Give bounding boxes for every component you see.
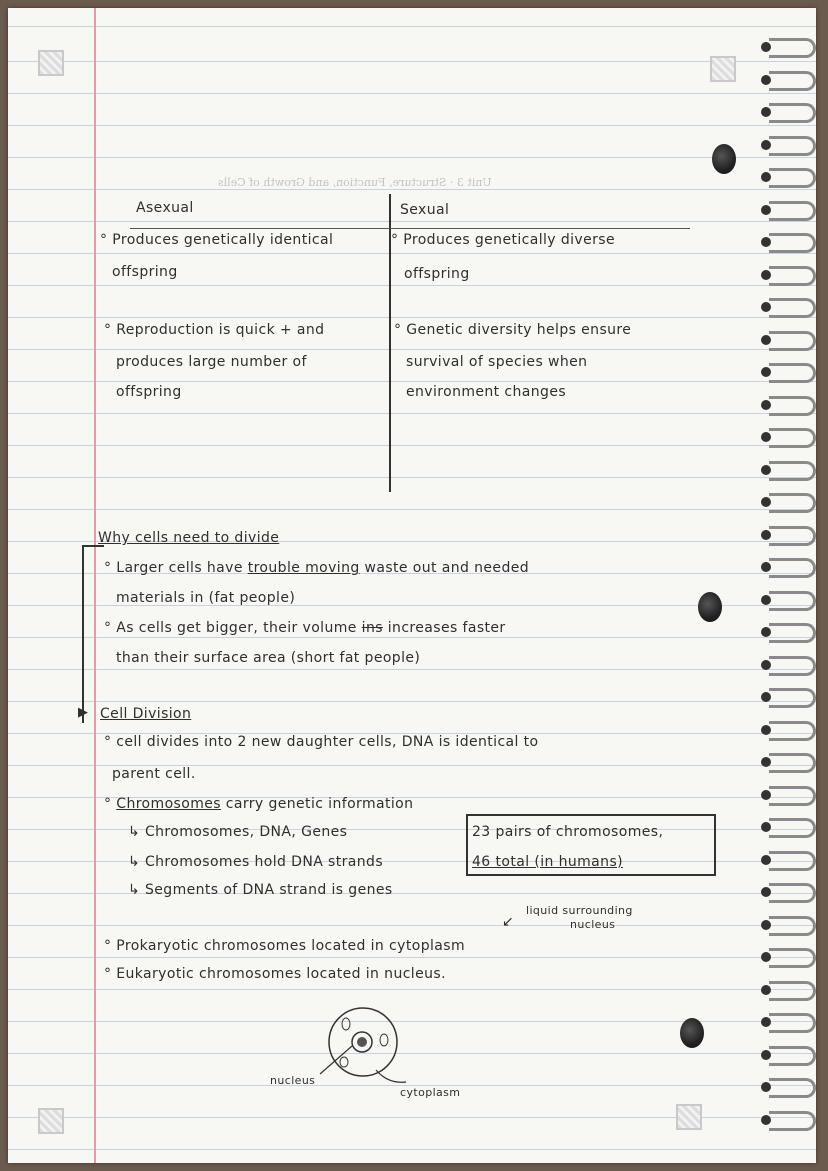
- why-p2-b: increases faster: [382, 620, 506, 636]
- spiral-coil: [769, 363, 816, 383]
- spiral-coil: [769, 623, 816, 643]
- asexual-point-1-line-2: offspring: [112, 264, 178, 280]
- arrow-head-icon: ▶: [78, 705, 89, 720]
- prokaryotic-line: ° Prokaryotic chromosomes located in cytoplasm: [104, 938, 465, 954]
- chromosome-arrow-1: ↳ Chromosomes, DNA, Genes: [128, 824, 348, 840]
- spiral-coil: [769, 1013, 816, 1033]
- asexual-point-1-line-1: ° Produces genetically identical: [100, 232, 334, 248]
- spiral-coil: [769, 493, 816, 513]
- why-point-1-line-2: materials in (fat people): [116, 590, 296, 606]
- spiral-coil: [769, 688, 816, 708]
- chromosomes-word: Chromosomes: [116, 796, 221, 812]
- organelle-1: [342, 1018, 350, 1030]
- why-point-2-line-2: than their surface area (short fat people): [116, 650, 421, 666]
- qr-mark-bottom-left: [38, 1108, 64, 1134]
- spiral-coil: [769, 786, 816, 806]
- spiral-coil: [769, 916, 816, 936]
- sexual-point-1-line-1: ° Produces genetically diverse: [391, 232, 615, 248]
- spiral-coil: [769, 201, 816, 221]
- spiral-coil: [769, 168, 816, 188]
- nucleus-label: nucleus: [270, 1074, 316, 1087]
- organelle-3: [340, 1057, 348, 1067]
- spiral-coil: [769, 526, 816, 546]
- spiral-coil: [769, 71, 816, 91]
- spiral-coil: [769, 266, 816, 286]
- organelle-2: [380, 1034, 388, 1046]
- spiral-coil: [769, 591, 816, 611]
- box-line-1: 23 pairs of chromosomes,: [472, 824, 664, 840]
- eukaryotic-line: ° Eukaryotic chromosomes located in nucleus.: [104, 966, 446, 982]
- spiral-coil: [769, 233, 816, 253]
- punch-hole-bottom: [680, 1018, 704, 1048]
- spiral-coil: [769, 948, 816, 968]
- notebook-page: [8, 8, 816, 1163]
- sexual-point-2-line-3: environment changes: [406, 384, 567, 400]
- spiral-coil: [769, 461, 816, 481]
- liquid-note-line-2: nucleus: [570, 918, 616, 931]
- chromosome-arrow-3: ↳ Segments of DNA strand is genes: [128, 882, 393, 898]
- spiral-coil: [769, 1046, 816, 1066]
- spiral-coil: [769, 298, 816, 318]
- cell-division-heading: Cell Division: [100, 706, 192, 722]
- division-line-2: parent cell.: [112, 766, 196, 782]
- box-line-2: 46 total (in humans): [472, 854, 623, 870]
- spiral-coil: [769, 1078, 816, 1098]
- why-p2-struck: ins: [361, 620, 383, 636]
- spiral-coil: [769, 103, 816, 123]
- sexual-point-1-line-2: offspring: [404, 266, 470, 282]
- spiral-coil: [769, 1111, 816, 1131]
- cell-drawing: [318, 1004, 408, 1084]
- spiral-coil: [769, 396, 816, 416]
- chromosome-arrow-2: ↳ Chromosomes hold DNA strands: [128, 854, 384, 870]
- spiral-coil: [769, 428, 816, 448]
- division-line-1: ° cell divides into 2 new daughter cells, DNA is identical to: [104, 734, 539, 750]
- spiral-coil: [769, 656, 816, 676]
- qr-mark-top-right: [710, 56, 736, 82]
- table-divider-horizontal: [130, 228, 690, 229]
- liquid-arrow-icon: ↙: [502, 914, 515, 930]
- spiral-coil: [769, 981, 816, 1001]
- why-p1-b: waste out and needed: [359, 560, 530, 576]
- spiral-coil: [769, 136, 816, 156]
- why-p2-a: ° As cells get bigger, their volume: [104, 620, 362, 636]
- spiral-coil: [769, 331, 816, 351]
- why-p1-a: ° Larger cells have: [104, 560, 248, 576]
- sexual-header: Sexual: [400, 202, 450, 218]
- spiral-coil: [769, 851, 816, 871]
- nucleus-pointer: [320, 1046, 352, 1074]
- sexual-point-2-line-1: ° Genetic diversity helps ensure: [394, 322, 632, 338]
- spiral-coil: [769, 753, 816, 773]
- arrow-bracket: [82, 545, 104, 723]
- chromosomes-line: ° Chromosomes carry genetic information: [104, 796, 414, 812]
- chromosomes-rest: carry genetic information: [220, 796, 414, 812]
- asexual-point-2-line-1: ° Reproduction is quick + and: [104, 322, 325, 338]
- spiral-coil: [769, 38, 816, 58]
- bleed-through-text: Unit 3 · Structure, Function, and Growth of Cells: [218, 176, 492, 189]
- spiral-coil: [769, 558, 816, 578]
- asexual-header: Asexual: [136, 200, 194, 216]
- spiral-coil: [769, 883, 816, 903]
- qr-mark-bottom-right: [676, 1104, 702, 1130]
- asexual-point-2-line-2: produces large number of: [116, 354, 307, 370]
- sexual-point-2-line-2: survival of species when: [406, 354, 588, 370]
- spiral-coil: [769, 818, 816, 838]
- why-heading: Why cells need to divide: [98, 530, 280, 546]
- spiral-coil: [769, 721, 816, 741]
- qr-mark-top-left: [38, 50, 64, 76]
- why-p1-underlined: trouble moving: [247, 560, 360, 576]
- liquid-note-line-1: liquid surrounding: [526, 904, 633, 917]
- nucleus-inner: [357, 1037, 367, 1047]
- why-point-2-line-1: [104, 620, 506, 636]
- spiral-binding: [768, 38, 816, 1138]
- why-point-1-line-1: [104, 560, 529, 576]
- asexual-point-2-line-3: offspring: [116, 384, 182, 400]
- punch-hole-top: [712, 144, 736, 174]
- punch-hole-middle: [698, 592, 722, 622]
- cytoplasm-label: cytoplasm: [400, 1086, 461, 1099]
